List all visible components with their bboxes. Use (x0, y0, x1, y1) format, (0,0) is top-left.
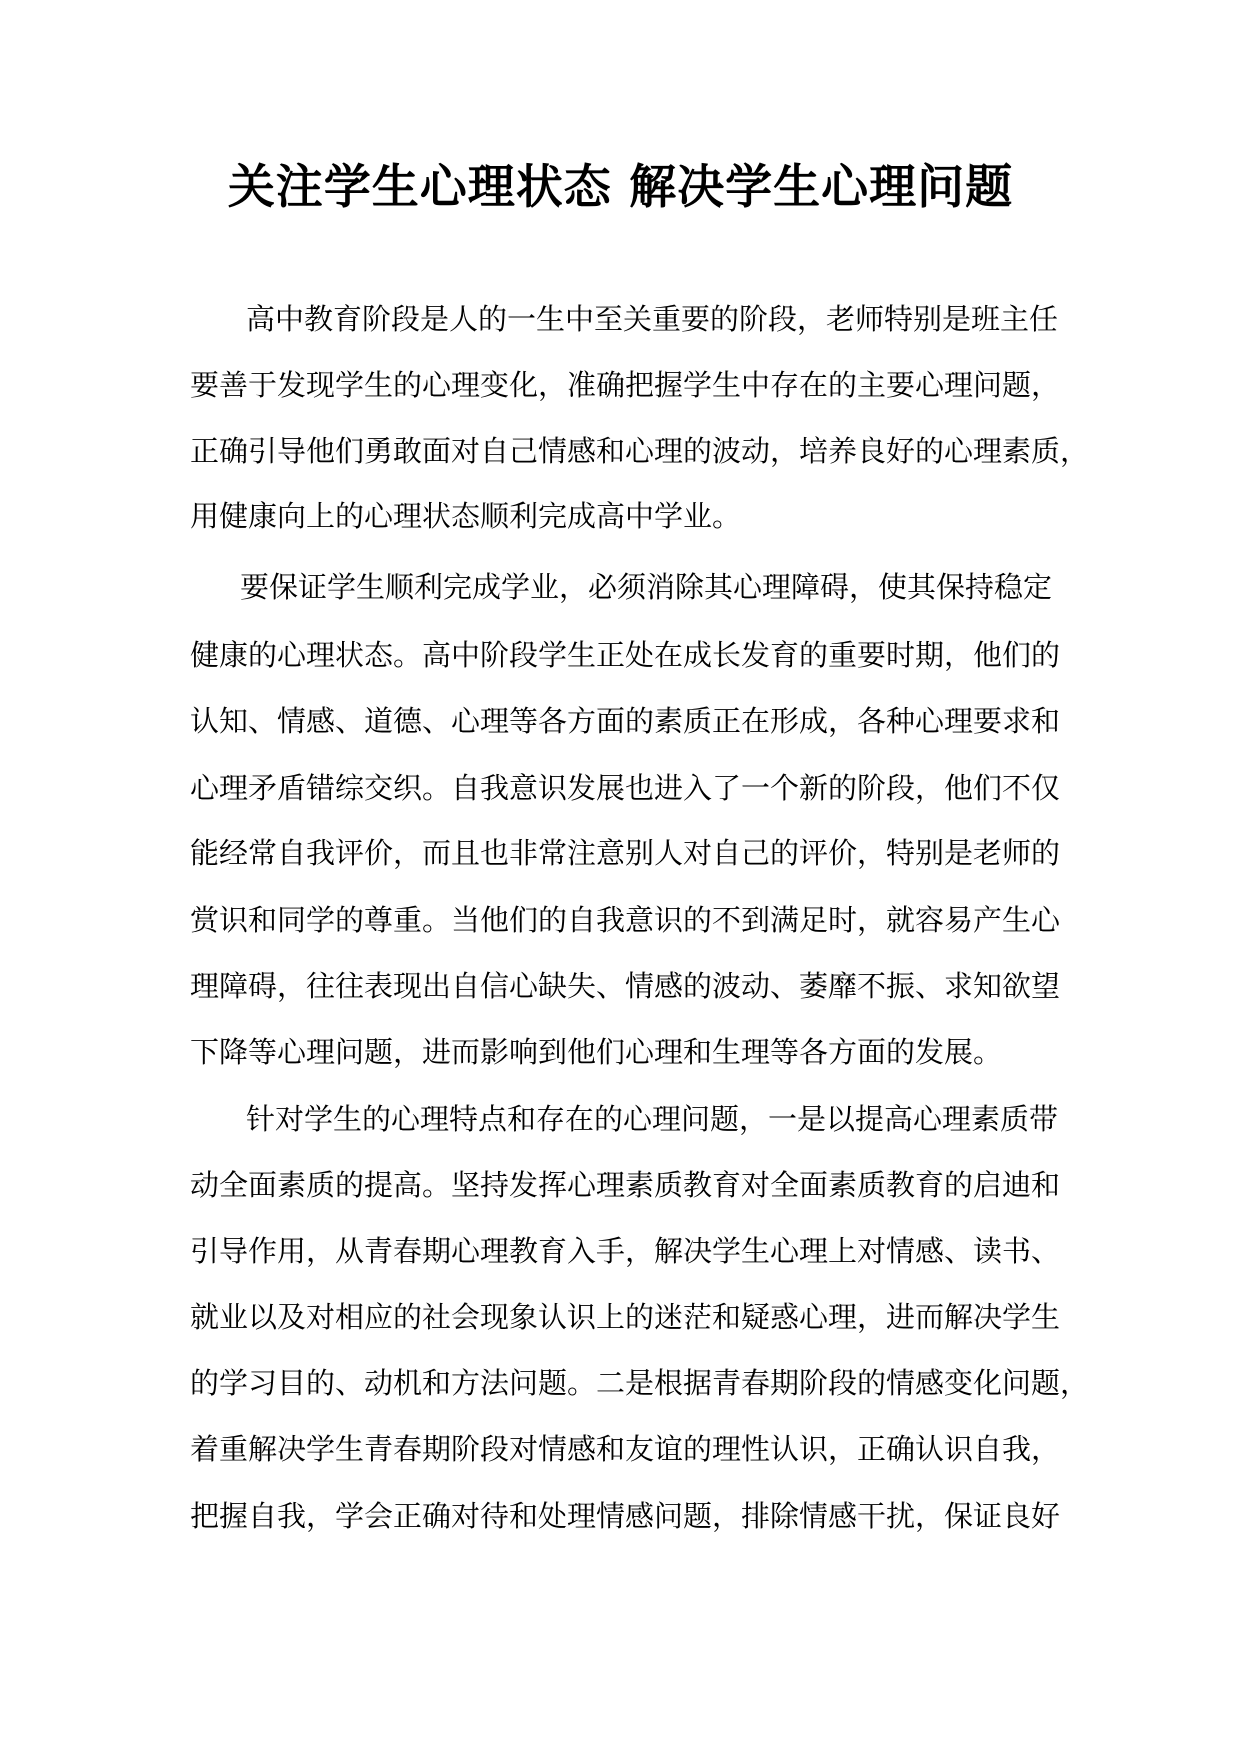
text-line: 健康的心理状态。高中阶段学生正处在成长发育的重要时期，他们的 (190, 638, 1061, 672)
text-line: 心理矛盾错综交织。自我意识发展也进入了一个新的阶段，他们不仅 (190, 771, 1061, 805)
text-line: 理障碍，往往表现出自信心缺失、情感的波动、萎靡不振、求知欲望 (190, 969, 1061, 1003)
text-line: 就业以及对相应的社会现象认识上的迷茫和疑惑心理，进而解决学生 (190, 1300, 1061, 1334)
text-line: 用健康向上的心理状态顺利完成高中学业。 (190, 499, 742, 533)
document-title: 关注学生心理状态 解决学生心理问题 (227, 160, 1014, 215)
text-line: 赏识和同学的尊重。当他们的自我意识的不到满足时，就容易产生心 (190, 903, 1061, 937)
text-line: 要善于发现学生的心理变化，准确把握学生中存在的主要心理问题， (190, 368, 1061, 402)
text-line: 正确引导他们勇敢面对自己情感和心理的波动，培养良好的心理素质， (190, 434, 1090, 468)
text-line: 引导作用，从青春期心理教育入手，解决学生心理上对情感、读书、 (190, 1234, 1061, 1268)
text-line: 高中教育阶段是人的一生中至关重要的阶段，老师特别是班主任 (246, 302, 1059, 336)
text-line: 把握自我，学会正确对待和处理情感问题，排除情感干扰，保证良好 (190, 1499, 1061, 1533)
text-line: 动全面素质的提高。坚持发挥心理素质教育对全面素质教育的启迪和 (190, 1168, 1061, 1202)
text-line: 针对学生的心理特点和存在的心理问题，一是以提高心理素质带 (246, 1102, 1059, 1136)
text-line: 着重解决学生青春期阶段对情感和友谊的理性认识，正确认识自我， (190, 1432, 1061, 1466)
text-line: 下降等心理问题，进而影响到他们心理和生理等各方面的发展。 (190, 1035, 1003, 1069)
text-line: 能经常自我评价，而且也非常注意别人对自己的评价，特别是老师的 (190, 836, 1061, 870)
text-line: 认知、情感、道德、心理等各方面的素质正在形成，各种心理要求和 (190, 704, 1061, 738)
text-line: 要保证学生顺利完成学业，必须消除其心理障碍，使其保持稳定 (240, 570, 1053, 604)
text-line: 的学习目的、动机和方法问题。二是根据青春期阶段的情感变化问题， (190, 1366, 1090, 1400)
